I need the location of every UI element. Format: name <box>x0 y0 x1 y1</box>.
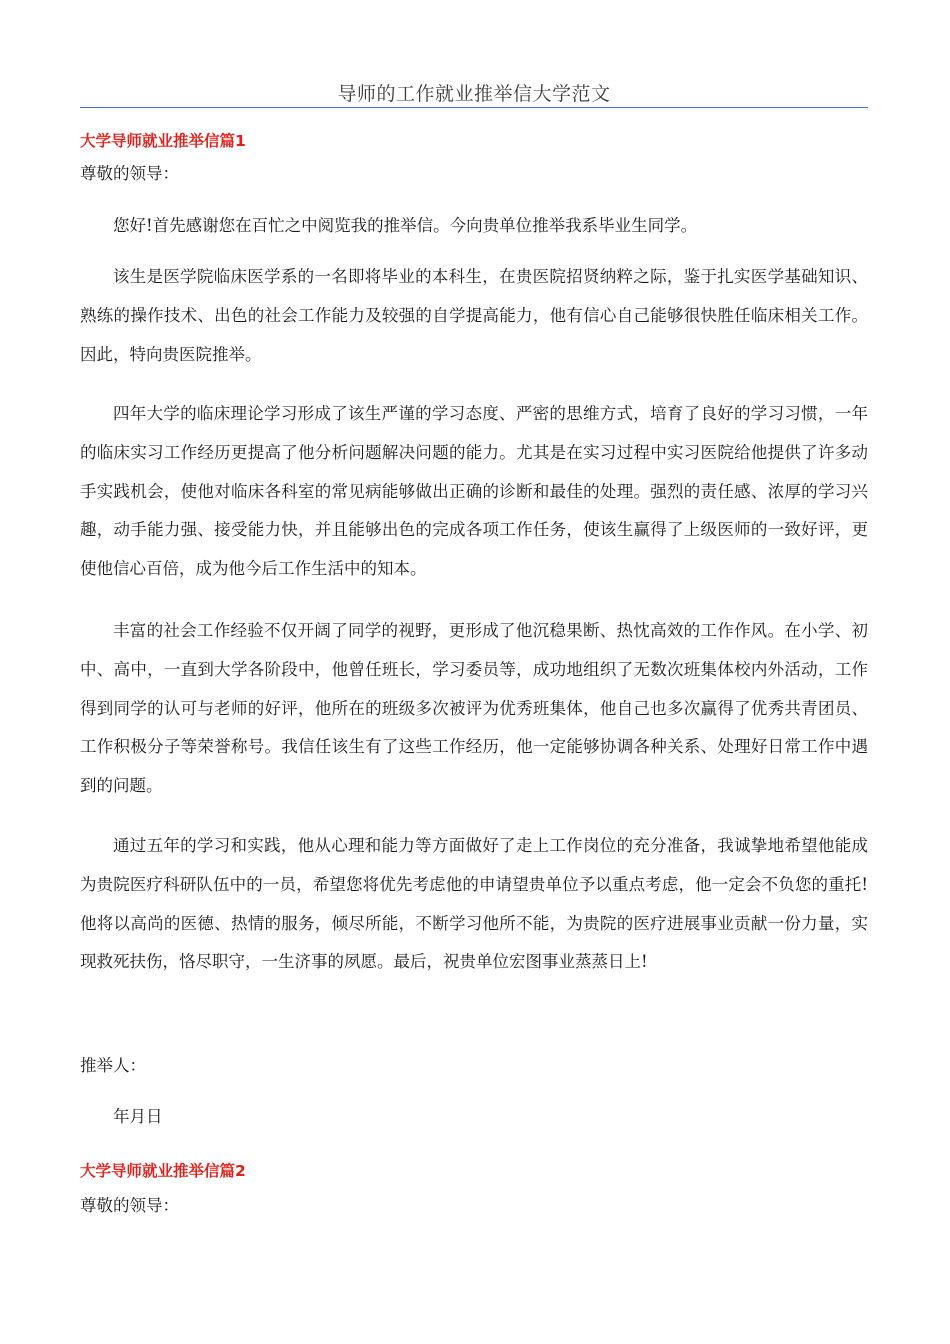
section-1-paragraph-3: 四年大学的临床理论学习形成了该生严谨的学习态度、严密的思维方式，培育了良好的学习习惯，一年的临床实习工作经历更提高了他分析问题解决问题的能力。尤其是在实习过程中实习医院给他提供了许多动手实践机会，使他对临床各科室的常见病能够做出正确的诊断和最佳的处理。强烈的责任感、浓厚的学习兴趣，动手能力强、接受能力快，并且能够出色的完成各项工作任务，使该生赢得了上级医师的一致好评，更使他信心百倍，成为他今后工作生活中的知本。 <box>80 404 868 579</box>
section-1-paragraph-5: 通过五年的学习和实践，他从心理和能力等方面做好了走上工作岗位的充分准备，我诚挚地希望他能成为贵院医疗科研队伍中的一员，希望您将优先考虑他的申请望贵单位予以重点考虑，他一定会不负您的重托!他将以高尚的医德、热情的服务，倾尽所能，不断学习他所不能，为贵院的医疗进展事业贡献一份力量，实现救死扶伤，恪尽职守，一生济事的夙愿。最后，祝贵单位宏图事业蒸蒸日上! <box>80 836 868 972</box>
section-1-heading: 大学导师就业推举信篇1 <box>80 132 246 150</box>
section-1-paragraph-1: 您好!首先感谢您在百忙之中阅览我的推举信。今向贵单位推举我系毕业生同学。 <box>113 216 698 235</box>
section-2-heading: 大学导师就业推举信篇2 <box>80 1162 246 1180</box>
section-1-paragraph-4: 丰富的社会工作经验不仅开阔了同学的视野，更形成了他沉稳果断、热忱高效的工作作风。在小学、初中、高中，一直到大学各阶段中，他曾任班长，学习委员等，成功地组织了无数次班集体校内外活动，工作得到同学的认可与老师的好评，他所在的班级多次被评为优秀班集体，他自己也多次赢得了优秀共青团员、工作积极分子等荣誉称号。我信任该生有了这些工作经历，他一定能够协调各种关系、处理好日常工作中遇到的问题。 <box>80 621 868 796</box>
section-1-salutation: 尊敬的领导： <box>80 164 179 183</box>
section-2-salutation: 尊敬的领导： <box>80 1196 179 1215</box>
section-1-paragraph-2: 该生是医学院临床医学系的一名即将毕业的本科生，在贵医院招贤纳粹之际，鉴于扎实医学基础知识、熟练的操作技术、出色的社会工作能力及较强的自学提高能力，他有信心自己能够很快胜任临床相关工作。因此，特向贵医院推举。 <box>80 267 868 364</box>
date-label: 年月日 <box>113 1107 163 1126</box>
signer-label: 推举人： <box>80 1056 146 1075</box>
title-underline <box>80 107 868 108</box>
document-title: 导师的工作就业推举信大学范文 <box>337 83 611 105</box>
